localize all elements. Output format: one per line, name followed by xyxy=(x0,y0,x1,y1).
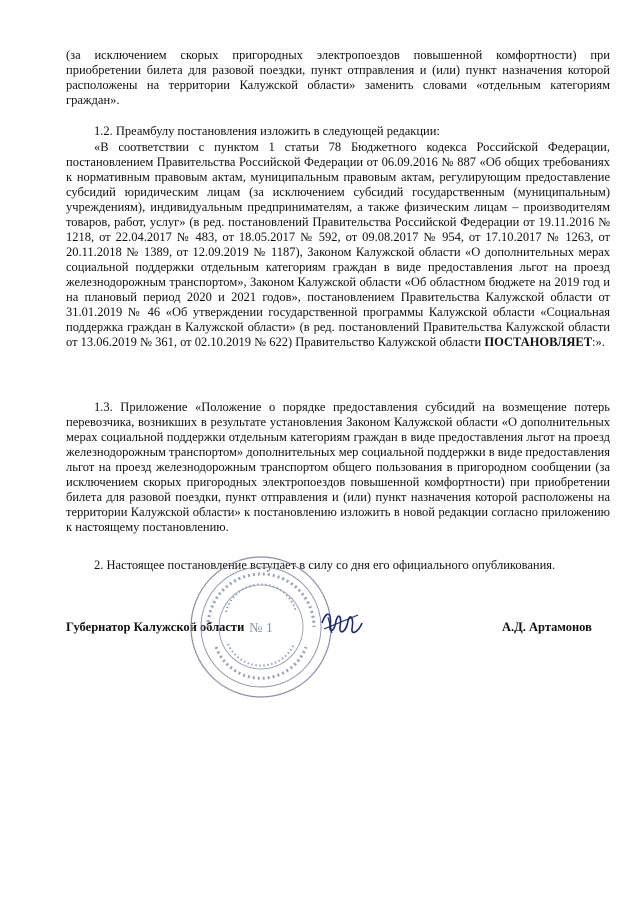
svg-text:№ 1: № 1 xyxy=(249,621,273,636)
paragraph-1-3 xyxy=(66,400,610,535)
handwritten-signature xyxy=(318,603,366,643)
paragraph-2 xyxy=(66,558,610,573)
official-seal-stamp xyxy=(186,552,336,702)
postanovlyaet-bold: ПОСТАНОВЛЯЕТ xyxy=(484,335,593,349)
paragraph-text: (за исключением скорых пригородных электропоездов повышенной комфортности) при приобретении билета для разовой поездки, пункт отправления и (или) пункт назначения которой расположены на территории Калужской области» заменить словами «отдельным категориям граждан». xyxy=(66,48,610,107)
paragraph-preamble xyxy=(66,140,610,350)
signatory-name: А.Д. Артамонов xyxy=(502,620,592,634)
signatory-title: Губернатор Калужской области xyxy=(66,620,245,634)
paragraph-continuation xyxy=(66,48,610,108)
preamble-text: «В соответствии с пунктом 1 статьи 78 Бюджетного кодекса Российской Федерации, постановлением Правительства Российской Федерации от 06.09.2016 № 887 «Об общих требованиях к нормативным правовым актам, муниципальным правовым актам, регулирующим предоставление субсидий юридическим лицам (за исключением субсидий государственным (муниципальным) учреждениям), индивидуальным предпринимателям, а также физическим лицам – производителям товаров, работ, услуг» (в ред. постановлений Правительства Российской Федерации от 19.11.2016 № 1218, от 22.04.2017 № 483, от 18.05.2017 № 592, от 09.08.2017 № 954, от 17.10.2017 № 1263, от 20.11.2018 № 1389, от 12.09.2019 № 1187), Законом Калужской области «О дополнительных мерах социальной поддержки отдельным категориям граждан в виде предоставления льгот на проезд железнодорожным транспортом», Законом Калужской области «Об областном бюджете на 2019 год и на плановый период 2020 и 2021 годов», постановлением Правительства Калужской области от 31.01.2019 № 46 «Об утверждении государственной программы Калужской области «Социальная поддержка граждан в Калужской области» (в ред. постановлений Правительства Калужской области от 13.06.2019 № 361, от 02.10.2019 № 622) Правительство Калужской области xyxy=(66,140,610,349)
preamble-end: :». xyxy=(592,335,605,349)
paragraph-text: 2. Настоящее постановление вступает в силу со дня его официального опубликования. xyxy=(94,558,556,572)
paragraph-text: 1.2. Преамбулу постановления изложить в следующей редакции: xyxy=(94,124,440,138)
paragraph-text xyxy=(66,140,610,350)
paragraph-1-2 xyxy=(66,124,610,139)
paragraph-text: 1.3. Приложение «Положение о порядке предоставления субсидий на возмещение потерь перевозчика, возникших в результате установления Законом Калужской области «О дополнительных мерах социальной поддержки отдельным категориям граждан в виде предоставления льгот на проезд железнодорожным транспортом» дополнительных мер социальной поддержки в виде предоставления льгот на проезд железнодорожным транспортом общего пользования в пригородном сообщении (за исключением скорых пригородных электропоездов повышенной комфортности) при приобретении билета для разовой поездки, пункт отправления и (или) пункт назначения которой расположены на территории Калужской области» к постановлению изложить в новой редакции согласно приложению к настоящему постановлению. xyxy=(66,400,610,534)
